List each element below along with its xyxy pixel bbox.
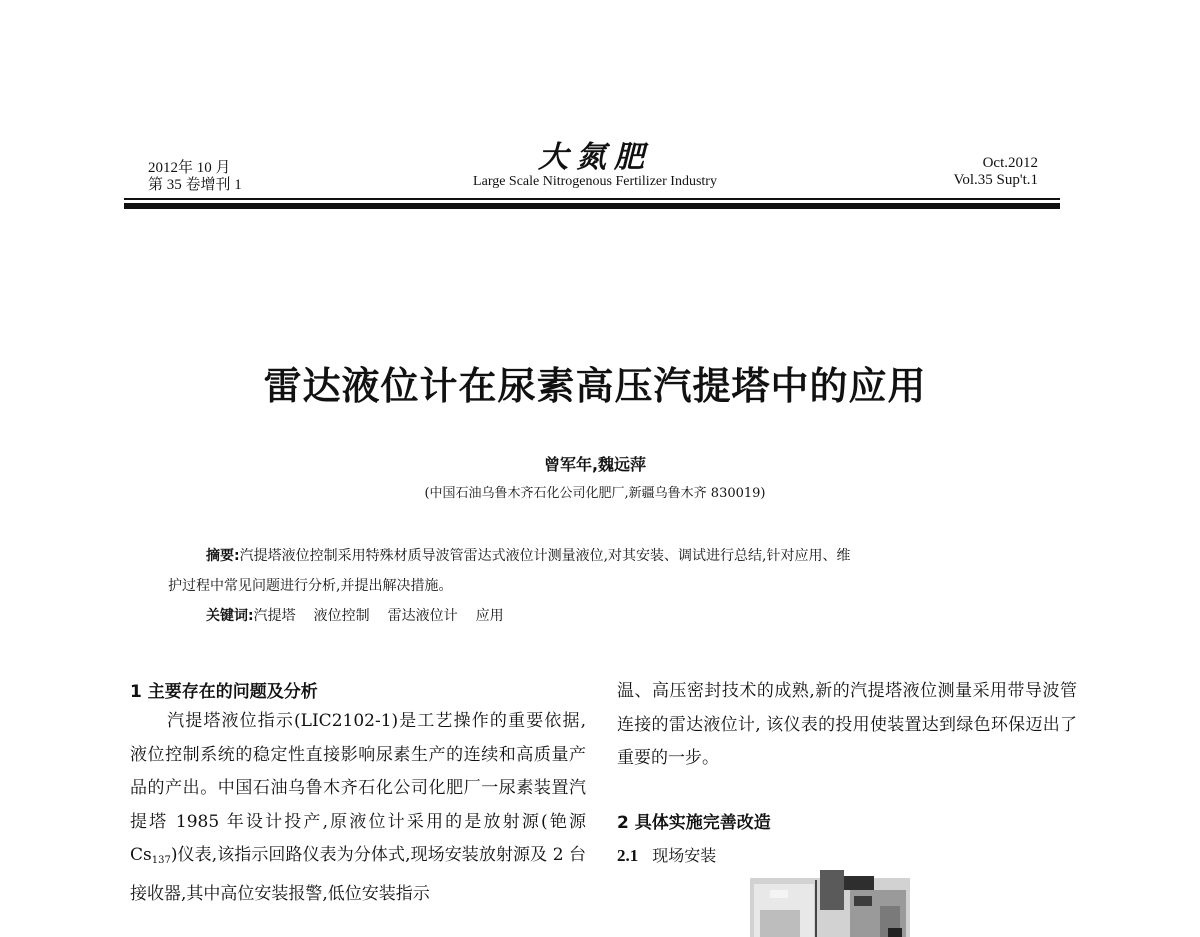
keyword: 雷达液位计 xyxy=(387,608,458,624)
abstract-text-1: 汽提塔液位控制采用特殊材质导波管雷达式液位计测量液位,对其安装、调试进行总结,针对应用、维 xyxy=(239,548,851,564)
left-column xyxy=(130,679,586,912)
equipment-photo xyxy=(750,870,910,937)
right-column xyxy=(617,675,1077,868)
keyword: 液位控制 xyxy=(313,608,370,624)
journal-masthead xyxy=(400,142,790,190)
article-title: 雷达液位计在尿素高压汽提塔中的应用 xyxy=(263,364,927,408)
keywords-label: 关键词: xyxy=(206,608,254,624)
subsection-number: 2.1 xyxy=(617,845,639,865)
isotope-subscript: 137 xyxy=(151,855,171,867)
subsection-2-1-heading xyxy=(617,844,1077,868)
header-left xyxy=(148,160,242,194)
section-1-heading: 1 主要存在的问题及分析 xyxy=(130,682,318,702)
abstract-text-2: 护过程中常见问题进行分析,并提出解决措施。 xyxy=(168,578,453,594)
header-rule-thin xyxy=(124,198,1060,200)
issue-volume-cn: 第 35 卷增刊 1 xyxy=(148,177,242,193)
abstract-line-1 xyxy=(168,541,1038,571)
abstract-label: 摘要: xyxy=(206,548,240,564)
article-authors: 曾军年,魏远萍 xyxy=(543,455,647,474)
section-1-text-b: )仪表,该指示回路仪表为分体式,现场安装放射源及 2 台接收器,其中高位安装报警,低位安装指示 xyxy=(130,845,586,904)
keyword: 应用 xyxy=(475,608,504,624)
section-2-heading: 2 具体实施完善改造 xyxy=(617,812,771,833)
journal-logo: 大氮肥 xyxy=(538,140,652,175)
abstract-block xyxy=(168,541,1038,631)
issue-volume-en: Vol.35 Sup't.1 xyxy=(953,172,1038,188)
journal-name-en: Large Scale Nitrogenous Fertilizer Industry xyxy=(473,174,717,189)
header-rule-thick xyxy=(124,203,1060,209)
subsection-title: 现场安装 xyxy=(652,845,717,865)
header-right xyxy=(900,155,1038,189)
section-1-text-a: 汽提塔液位指示(LIC2102-1)是工艺操作的重要依据, 液位控制系统的稳定性直接影响尿素生产的连续和高质量产品的产出。中国石油乌鲁木齐石化公司化肥厂一尿素装置汽提塔 1985 年设计投产,原液位计采用的是放射源(铯源 Cs xyxy=(130,711,586,866)
keywords-line xyxy=(168,601,1038,631)
section-1-paragraph xyxy=(130,705,586,912)
equipment-photo-graphic xyxy=(750,870,910,937)
continuation-paragraph: 温、高压密封技术的成熟,新的汽提塔液位测量采用带导波管连接的雷达液位计, 该仪表的投用使装置达到绿色环保迈出了重要的一步。 xyxy=(617,681,1077,769)
article-affiliation: (中国石油乌鲁木齐石化公司化肥厂,新疆乌鲁木齐 830019) xyxy=(424,486,766,501)
issue-date-cn: 2012年 10 月 xyxy=(148,160,231,176)
issue-date-en: Oct.2012 xyxy=(982,155,1038,171)
keyword: 汽提塔 xyxy=(253,608,296,624)
